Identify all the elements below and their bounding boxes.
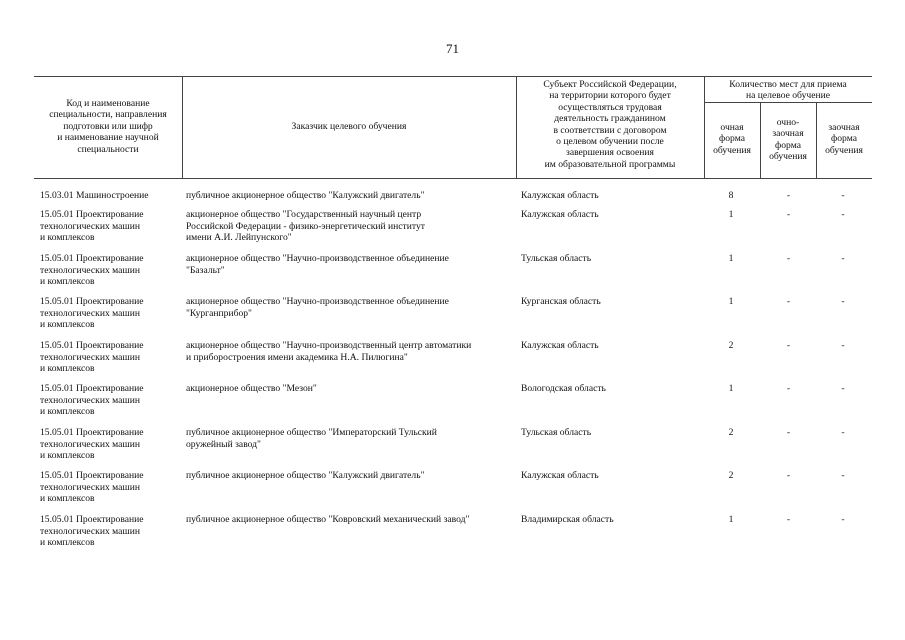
- header-divider: [182, 76, 183, 178]
- row-customer: акционерное общество "Научно-производственное объединение "Базальт": [186, 253, 449, 276]
- header-bottom-rule: [34, 178, 872, 179]
- row-code: 15.05.01 Проектирование технологических машин и комплексов: [40, 514, 144, 549]
- row-customer: акционерное общество "Мезон": [186, 383, 317, 394]
- row-part-time: -: [786, 209, 791, 220]
- row-full-time: 2: [728, 470, 734, 481]
- row-customer: публичное акционерное общество "Калужский двигатель": [186, 470, 425, 481]
- row-customer: публичное акционерное общество "Императорский Тульский оружейный завод": [186, 427, 437, 450]
- row-part-time: -: [786, 514, 791, 525]
- row-distance: -: [841, 190, 845, 201]
- row-full-time: 2: [728, 340, 734, 351]
- header-top-rule: [34, 76, 872, 77]
- row-region: Тульская область: [521, 253, 592, 264]
- row-full-time: 1: [728, 514, 734, 525]
- row-code: 15.05.01 Проектирование технологических машин и комплексов: [40, 209, 144, 244]
- row-customer: публичное акционерное общество "Ковровский механический завод": [186, 514, 470, 525]
- header-part-time: очно- заочная форма обучения: [769, 117, 807, 163]
- row-part-time: -: [786, 296, 791, 307]
- row-region: Калужская область: [521, 340, 599, 351]
- row-code: 15.03.01 Машиностроение: [40, 190, 149, 201]
- header-code: Код и наименование специальности, направления подготовки или шифр и наименование научной специальности: [49, 98, 167, 155]
- row-distance: -: [841, 209, 845, 220]
- header-sub-rule: [704, 102, 872, 103]
- row-full-time: 2: [728, 427, 734, 438]
- row-distance: -: [841, 427, 845, 438]
- row-part-time: -: [786, 383, 791, 394]
- row-code: 15.05.01 Проектирование технологических машин и комплексов: [40, 383, 144, 418]
- row-distance: -: [841, 253, 845, 264]
- header-distance: заочная форма обучения: [825, 122, 863, 156]
- row-region: Курганская область: [521, 296, 601, 307]
- page-number: 71: [446, 41, 459, 56]
- row-code: 15.05.01 Проектирование технологических машин и комплексов: [40, 253, 144, 288]
- row-full-time: 1: [728, 253, 734, 264]
- row-distance: -: [841, 296, 845, 307]
- row-region: Тульская область: [521, 427, 592, 438]
- row-part-time: -: [786, 427, 791, 438]
- row-region: Калужская область: [521, 209, 599, 220]
- row-distance: -: [841, 383, 845, 394]
- row-region: Владимирская область: [521, 514, 614, 525]
- row-code: 15.05.01 Проектирование технологических машин и комплексов: [40, 470, 144, 505]
- header-divider: [516, 76, 517, 178]
- row-full-time: 8: [728, 190, 734, 201]
- row-distance: -: [841, 340, 845, 351]
- row-distance: -: [841, 470, 845, 481]
- row-customer: акционерное общество "Государственный научный центр Российской Федерации - физико-энергетический институт имени А.И. Лейпунского": [186, 209, 425, 244]
- header-customer: Заказчик целевого обучения: [291, 121, 407, 132]
- row-part-time: -: [786, 470, 791, 481]
- row-code: 15.05.01 Проектирование технологических машин и комплексов: [40, 296, 144, 331]
- row-distance: -: [841, 514, 845, 525]
- row-full-time: 1: [728, 209, 734, 220]
- row-part-time: -: [786, 190, 791, 201]
- row-code: 15.05.01 Проектирование технологических машин и комплексов: [40, 340, 144, 375]
- row-full-time: 1: [728, 383, 734, 394]
- row-region: Вологодская область: [521, 383, 606, 394]
- row-full-time: 1: [728, 296, 734, 307]
- header-places: Количество мест для приема на целевое обучение: [729, 79, 847, 102]
- row-customer: публичное акционерное общество "Калужский двигатель": [186, 190, 425, 201]
- row-part-time: -: [786, 253, 791, 264]
- header-region: Субъект Российской Федерации, на территории которого будет осуществляться трудовая деятельность гражданином в соответствии с договором о целевом обучении после завершения освоения им образовательной программы: [543, 79, 677, 170]
- header-full-time: очная форма обучения: [713, 122, 751, 156]
- row-region: Калужская область: [521, 190, 599, 201]
- row-customer: акционерное общество "Научно-производственное объединение "Курганприбор": [186, 296, 449, 319]
- row-part-time: -: [786, 340, 791, 351]
- row-customer: акционерное общество "Научно-производственный центр автоматики и приборостроения имени академика Н.А. Пилюгина": [186, 340, 472, 363]
- row-region: Калужская область: [521, 470, 599, 481]
- row-code: 15.05.01 Проектирование технологических машин и комплексов: [40, 427, 144, 462]
